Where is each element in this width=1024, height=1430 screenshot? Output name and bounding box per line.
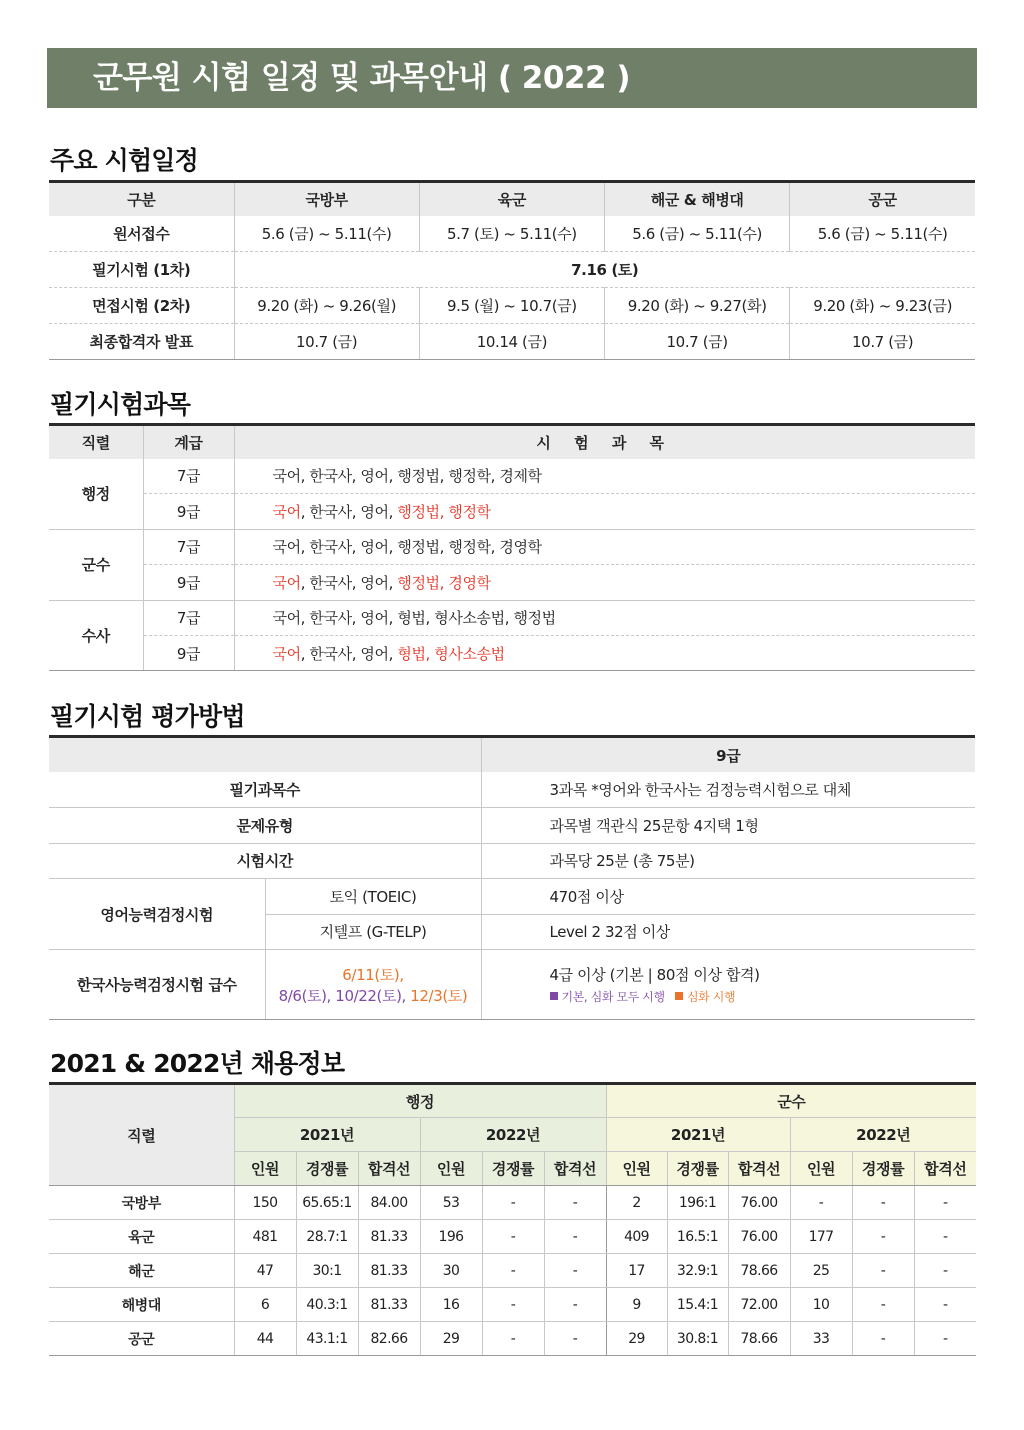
table-cell: 78.66	[728, 1254, 790, 1288]
table-cell: 81.33	[358, 1220, 420, 1254]
table-row	[49, 324, 975, 360]
subjects-section-title: 필기시험과목	[50, 390, 191, 419]
table-cell: 5.6 (금) ~ 5.11(수)	[790, 216, 975, 252]
row-label: 시험시간	[49, 843, 481, 879]
table-row	[49, 529, 975, 564]
table-cell: -	[482, 1254, 544, 1288]
test-name: 토익 (TOEIC)	[265, 879, 481, 915]
evaluation-table	[49, 735, 975, 1020]
recruit-section-title: 2021 & 2022년 채용정보	[50, 1049, 345, 1078]
sub-header: 인원	[234, 1152, 296, 1186]
row-label: 공군	[49, 1322, 234, 1356]
header-cell: 직렬	[49, 425, 143, 459]
table-cell: 29	[606, 1322, 667, 1356]
table-cell: 32.9:1	[667, 1254, 728, 1288]
table-cell: 5.6 (금) ~ 5.11(수)	[234, 216, 419, 252]
header-cell: 계급	[143, 425, 234, 459]
row-label: 필기시험 (1차)	[49, 252, 234, 288]
grade-cell: 9급	[143, 635, 234, 670]
year-header: 2022년	[420, 1118, 606, 1152]
row-label: 한국사능력검정시험 급수	[49, 950, 265, 1020]
table-cell: 28.7:1	[296, 1220, 358, 1254]
sub-header: 합격선	[544, 1152, 606, 1186]
table-row	[49, 1322, 976, 1356]
table-cell: 65.65:1	[296, 1186, 358, 1220]
legend	[550, 988, 976, 1005]
row-label: 문제유형	[49, 808, 481, 844]
table-row	[49, 1186, 976, 1220]
header-cell-empty	[49, 737, 481, 773]
table-row	[49, 950, 975, 1020]
table-cell: 72.00	[728, 1288, 790, 1322]
header-cell: 국방부	[234, 182, 419, 216]
table-cell: 과목별 객관식 25문항 4지택 1형	[481, 808, 975, 844]
subjects-cell	[234, 635, 975, 670]
table-cell: 15.4:1	[667, 1288, 728, 1322]
sub-header: 경쟁률	[667, 1152, 728, 1186]
group-header: 군수	[606, 1084, 976, 1118]
highlight-subject: 행정법, 경영학	[397, 573, 491, 592]
header-cell: 해군 & 해병대	[605, 182, 790, 216]
table-row	[49, 459, 975, 494]
table-cell: -	[852, 1220, 914, 1254]
table-row	[49, 216, 975, 252]
sub-header: 경쟁률	[296, 1152, 358, 1186]
table-cell: -	[914, 1254, 976, 1288]
table-cell: 82.66	[358, 1322, 420, 1356]
table-cell: -	[544, 1186, 606, 1220]
highlight-subject: 행정법, 행정학	[397, 503, 491, 522]
legend-both: 기본, 심화 모두 시행	[561, 990, 665, 1004]
table-cell: -	[544, 1322, 606, 1356]
table-row	[49, 494, 975, 529]
table-cell: -	[914, 1186, 976, 1220]
subjects-cell: 국어, 한국사, 영어, 행정법, 행정학, 경영학	[234, 529, 975, 564]
subjects-cell	[234, 494, 975, 529]
table-cell: 76.00	[728, 1220, 790, 1254]
sub-header: 인원	[790, 1152, 852, 1186]
table-cell: 10	[790, 1288, 852, 1322]
exam-date-line	[266, 985, 481, 1006]
table-cell: 9.20 (화) ~ 9.26(월)	[234, 288, 419, 324]
table-cell: 81.33	[358, 1254, 420, 1288]
subjects-cell: 국어, 한국사, 영어, 형법, 형사소송법, 행정법	[234, 600, 975, 635]
table-cell: 10.7 (금)	[605, 324, 790, 360]
row-label: 해병대	[49, 1288, 234, 1322]
exam-date-both: 10/22(토),	[330, 986, 406, 1005]
purple-square-icon	[550, 992, 558, 1000]
sub-header: 인원	[420, 1152, 482, 1186]
header-cell: 구분	[49, 182, 234, 216]
subject-text: , 한국사, 영어,	[300, 573, 398, 592]
subject-text: , 한국사, 영어,	[300, 503, 398, 522]
table-cell: 10.7 (금)	[790, 324, 975, 360]
subject-text: , 한국사, 영어,	[300, 644, 398, 663]
table-row	[49, 1254, 976, 1288]
row-label: 국방부	[49, 1186, 234, 1220]
exam-date-advanced: 6/11(토),	[342, 965, 404, 984]
table-cell: 84.00	[358, 1186, 420, 1220]
table-cell: 196:1	[667, 1186, 728, 1220]
table-cell: -	[544, 1220, 606, 1254]
year-header: 2021년	[234, 1118, 420, 1152]
table-cell: 30:1	[296, 1254, 358, 1288]
highlight-subject: 형법, 형사소송법	[397, 644, 505, 663]
grade-cell: 7급	[143, 529, 234, 564]
page-title: 군무원 시험 일정 및 과목안내 ( 2022 )	[93, 60, 631, 96]
table-cell: -	[544, 1288, 606, 1322]
sub-header: 경쟁률	[482, 1152, 544, 1186]
table-row	[49, 808, 975, 844]
table-header-row	[49, 182, 975, 216]
table-cell: 5.6 (금) ~ 5.11(수)	[605, 216, 790, 252]
table-cell: 9.20 (화) ~ 9.23(금)	[790, 288, 975, 324]
highlight-subject: 국어	[272, 644, 301, 663]
row-label: 영어능력검정시험	[49, 879, 265, 950]
table-cell: 29	[420, 1322, 482, 1356]
sub-header: 경쟁률	[852, 1152, 914, 1186]
table-row	[49, 1288, 976, 1322]
table-header-row	[49, 737, 975, 773]
table-cell: 81.33	[358, 1288, 420, 1322]
table-cell: -	[482, 1322, 544, 1356]
table-cell: -	[914, 1220, 976, 1254]
grade-cell: 9급	[143, 565, 234, 600]
header-cell: 시 험 과 목	[234, 425, 975, 459]
table-cell: -	[914, 1322, 976, 1356]
exam-date-line	[266, 964, 481, 985]
sub-header: 합격선	[358, 1152, 420, 1186]
table-cell: -	[544, 1254, 606, 1288]
header-cell: 9급	[481, 737, 975, 773]
header-cell: 공군	[790, 182, 975, 216]
table-row	[49, 635, 975, 670]
table-cell: 2	[606, 1186, 667, 1220]
grade-cell: 9급	[143, 494, 234, 529]
grade-cell: 7급	[143, 459, 234, 494]
exam-date-advanced: 12/3(토)	[405, 986, 468, 1005]
table-cell: -	[852, 1254, 914, 1288]
table-row	[49, 288, 975, 324]
recruit-table	[49, 1082, 976, 1356]
exam-date-both: 8/6(토),	[278, 986, 331, 1005]
sub-header: 인원	[606, 1152, 667, 1186]
table-cell: 9	[606, 1288, 667, 1322]
schedule-section-title: 주요 시험일정	[50, 146, 199, 175]
table-cell: 196	[420, 1220, 482, 1254]
table-cell: 177	[790, 1220, 852, 1254]
test-name: 지텔프 (G-TELP)	[265, 914, 481, 950]
table-cell: -	[914, 1288, 976, 1322]
table-row	[49, 879, 975, 915]
table-cell: 10.14 (금)	[419, 324, 604, 360]
table-cell: -	[790, 1186, 852, 1220]
row-label: 필기과목수	[49, 772, 481, 808]
table-row	[49, 565, 975, 600]
row-label: 원서접수	[49, 216, 234, 252]
table-row	[49, 772, 975, 808]
table-cell: 30.8:1	[667, 1322, 728, 1356]
legend-advanced: 심화 시행	[686, 990, 736, 1004]
table-cell: 17	[606, 1254, 667, 1288]
year-header: 2022년	[790, 1118, 976, 1152]
table-cell: 44	[234, 1322, 296, 1356]
table-cell: 9.5 (월) ~ 10.7(금)	[419, 288, 604, 324]
table-cell: -	[852, 1186, 914, 1220]
table-cell: -	[482, 1288, 544, 1322]
table-cell: 9.20 (화) ~ 9.27(화)	[605, 288, 790, 324]
group-header: 행정	[234, 1084, 606, 1118]
written-exam-date: 7.16 (토)	[234, 252, 975, 288]
exam-dates	[265, 950, 481, 1020]
header-cell: 직렬	[49, 1084, 234, 1186]
header-cell: 육군	[419, 182, 604, 216]
table-cell: 409	[606, 1220, 667, 1254]
table-cell: -	[852, 1288, 914, 1322]
table-cell: 16.5:1	[667, 1220, 728, 1254]
table-cell	[481, 950, 975, 1020]
table-cell: 43.1:1	[296, 1322, 358, 1356]
evaluation-section-title: 필기시험 평가방법	[50, 702, 245, 731]
table-cell: 25	[790, 1254, 852, 1288]
highlight-subject: 국어	[272, 573, 301, 592]
table-cell: 47	[234, 1254, 296, 1288]
table-cell: 3과목 *영어와 한국사는 검정능력시험으로 대체	[481, 772, 975, 808]
table-cell: 78.66	[728, 1322, 790, 1356]
table-cell: Level 2 32점 이상	[481, 914, 975, 950]
table-header-row	[49, 1084, 976, 1118]
sub-header: 합격선	[728, 1152, 790, 1186]
table-cell: 5.7 (토) ~ 5.11(수)	[419, 216, 604, 252]
job-series: 군수	[49, 529, 143, 600]
table-cell: 470점 이상	[481, 879, 975, 915]
table-cell: 10.7 (금)	[234, 324, 419, 360]
sub-header: 합격선	[914, 1152, 976, 1186]
table-cell: 53	[420, 1186, 482, 1220]
table-row	[49, 252, 975, 288]
job-series: 수사	[49, 600, 143, 671]
year-header: 2021년	[606, 1118, 790, 1152]
table-cell: 과목당 25분 (총 75분)	[481, 843, 975, 879]
row-label: 해군	[49, 1254, 234, 1288]
highlight-subject: 국어	[272, 503, 301, 522]
table-cell: 6	[234, 1288, 296, 1322]
schedule-table	[49, 180, 975, 360]
row-label: 최종합격자 발표	[49, 324, 234, 360]
orange-square-icon	[675, 992, 683, 1000]
table-cell: -	[482, 1186, 544, 1220]
table-cell: 33	[790, 1322, 852, 1356]
table-row	[49, 843, 975, 879]
subjects-cell: 국어, 한국사, 영어, 행정법, 행정학, 경제학	[234, 459, 975, 494]
table-cell: 481	[234, 1220, 296, 1254]
table-cell: 150	[234, 1186, 296, 1220]
row-label: 육군	[49, 1220, 234, 1254]
history-requirement: 4급 이상 (기본 | 80점 이상 합격)	[549, 966, 760, 984]
job-series: 행정	[49, 459, 143, 530]
subjects-cell	[234, 565, 975, 600]
table-header-row	[49, 425, 975, 459]
table-row	[49, 600, 975, 635]
table-cell: 30	[420, 1254, 482, 1288]
row-label: 면접시험 (2차)	[49, 288, 234, 324]
grade-cell: 7급	[143, 600, 234, 635]
table-row	[49, 1220, 976, 1254]
table-cell: -	[482, 1220, 544, 1254]
subjects-table	[49, 423, 975, 671]
table-cell: 40.3:1	[296, 1288, 358, 1322]
table-cell: -	[852, 1322, 914, 1356]
title-banner	[47, 48, 977, 108]
table-cell: 76.00	[728, 1186, 790, 1220]
table-cell: 16	[420, 1288, 482, 1322]
